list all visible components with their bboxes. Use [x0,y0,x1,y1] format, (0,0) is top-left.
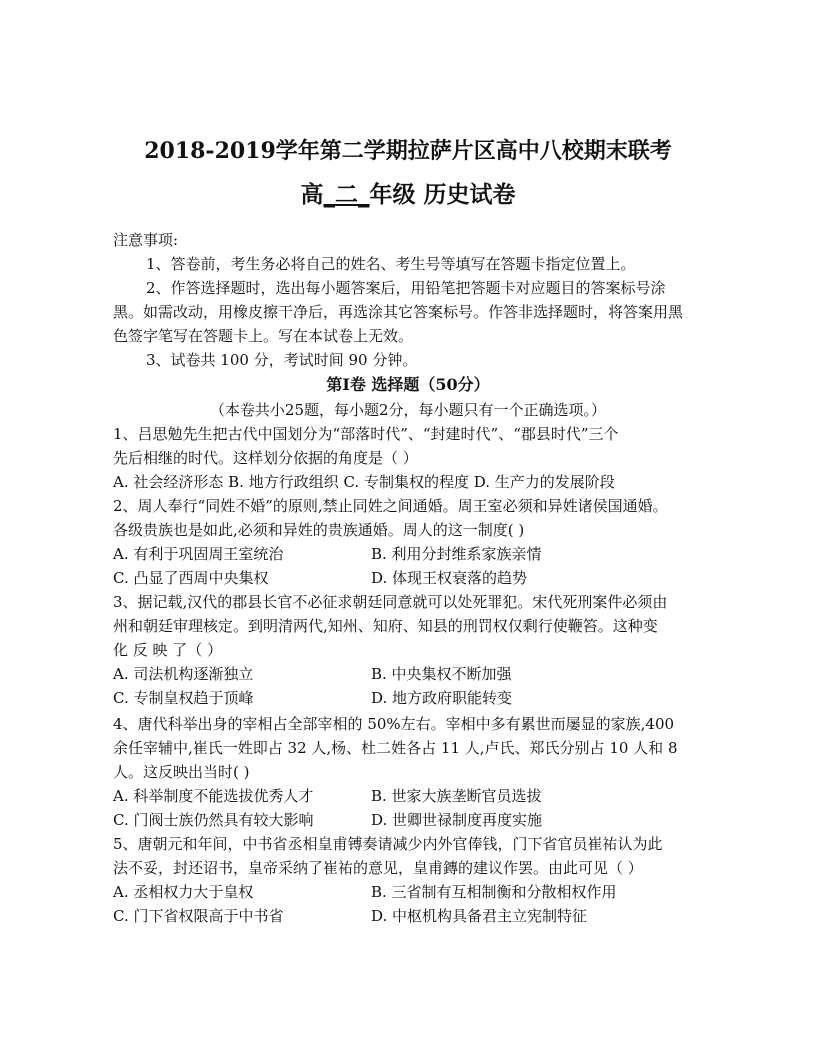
question-3-option-d: D. 地方政府职能转变 [371,689,513,707]
question-4-line-3: 人。这反映出当时( ) [113,763,250,781]
question-2-option-d: D. 体现王权衰落的趋势 [371,569,528,587]
question-5-option-c: C. 门下省权限高于中书省 [113,907,284,925]
question-4-line-2: 余任宰辅中,崔氏一姓即占 32 人,杨、杜二姓各占 11 人,卢氏、郑氏分别占 10 人和 8 [113,739,678,757]
notice-item-2-line-1: 2、作答选择题时，选出每小题答案后，用铅笔把答题卡对应题目的答案标号涂 [146,279,666,297]
question-5-option-a: A. 丞相权力大于皇权 [113,883,254,901]
question-5-line-2: 法不妥，封还诏书，皇帝采纳了崔祐的意见，皇甫鏄的建议作罢。由此可见（ ） [113,859,643,877]
question-1-line-2: 先后相继的时代。这样划分依据的角度是（ ） [113,449,418,467]
question-3-option-b: B. 中央集权不断加强 [371,665,512,683]
question-3-line-1: 3、据记载,汉代的郡县长官不必征求朝廷同意就可以处死罪犯。宋代死刑案件必须由 [113,593,668,611]
question-3-options-row-1 [113,662,705,686]
grade-suffix: 年级 历史试卷 [369,181,516,208]
question-4-line-1: 4、唐代科举出身的宰相占全部宰相的 50%左右。宰相中多有累世而屡显的家族,400 [113,715,675,733]
question-4-option-d: D. 世卿世禄制度再度实施 [371,811,543,829]
question-2-options-row-2 [113,566,705,590]
question-2-options-row-1 [113,542,705,566]
question-3-option-c: C. 专制皇权趋于顶峰 [113,689,254,707]
question-1-options: A. 社会经济形态 B. 地方行政组织 C. 专制集权的程度 D. 生产力的发展阶段 [113,473,615,491]
question-4-option-b: B. 世家大族垄断官员选拔 [371,787,542,805]
notice-item-2-line-3: 色签字笔写在答题卡上。写在本试卷上无效。 [113,327,414,345]
question-3-line-3: 化 反 映 了（ ） [113,641,223,659]
question-3-line-2: 州和朝廷审理核定。到明清两代,知州、知府、知县的刑罚权仅剩行使鞭笞。这种变 [113,617,658,635]
notice-heading: 注意事项: [113,231,179,249]
question-3-option-a: A. 司法机构逐渐独立 [113,665,254,683]
exam-title: 2018-2019学年第二学期拉萨片区高中八校期末联考 [144,138,672,164]
question-5-options-row-1 [113,880,705,904]
question-2-option-b: B. 利用分封维系家族亲情 [371,545,542,563]
question-4-options-row-1 [113,784,705,808]
grade-prefix: 高 [300,181,324,208]
notice-item-2-line-2: 黑。如需改动，用橡皮擦干净后，再选涂其它答案标号。作答非选择题时，将答案用黑 [113,303,684,321]
question-5-option-b: B. 三省制有互相制衡和分散相权作用 [371,883,617,901]
exam-subtitle [0,180,816,210]
notice-item-1: 1、答卷前，考生务必将自己的姓名、考生号等填写在答题卡指定位置上。 [146,255,636,273]
question-4-option-c: C. 门阀士族仍然具有较大影响 [113,811,314,829]
question-1-line-1: 1、吕思勉先生把古代中国划分为“部落时代”、“封建时代”、“郡县时代”三个 [113,425,619,443]
question-2-line-2: 各级贵族也是如此,必须和异姓的贵族通婚。周人的这一制度( ) [113,521,525,539]
question-3-options-row-2 [113,686,705,710]
section-title: 第Ⅰ卷 选择题（50分） [326,375,490,394]
question-2-line-1: 2、周人奉行“同姓不婚”的原则,禁止同姓之间通婚。周王室必须和异姓诸侯国通婚。 [113,497,668,515]
grade-fill: _二_ [323,181,370,208]
question-5-option-d: D. 中枢机构具备君主立宪制特征 [371,907,588,925]
question-5-line-1: 5、唐朝元和年间，中书省丞相皇甫镈奏请减少内外官俸钱，门下省官员崔祐认为此 [113,835,663,853]
section-note: （本卷共小25题，每小题2分，每小题只有一个正确选项。） [209,401,607,419]
question-2-option-c: C. 凸显了西周中央集权 [113,569,269,587]
question-2-option-a: A. 有利于巩固周王室统治 [113,545,284,563]
question-5-options-row-2 [113,904,705,928]
question-4-option-a: A. 科举制度不能选拔优秀人才 [113,787,314,805]
question-4-options-row-2 [113,808,705,832]
notice-item-3: 3、试卷共 100 分，考试时间 90 分钟。 [146,351,418,369]
